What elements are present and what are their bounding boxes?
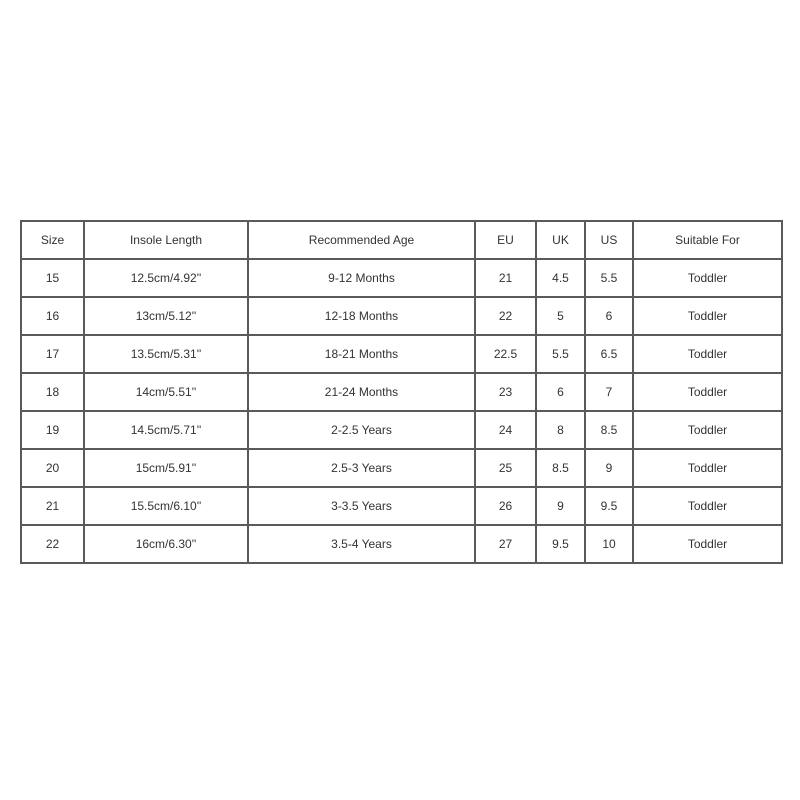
header-us: US — [585, 221, 633, 259]
table-row — [21, 449, 782, 487]
cell-insole-length: 13.5cm/5.31'' — [84, 335, 248, 373]
cell-us: 10 — [585, 525, 633, 563]
cell-insole-length: 15.5cm/6.10'' — [84, 487, 248, 525]
cell-uk: 5 — [536, 297, 585, 335]
cell-uk: 8 — [536, 411, 585, 449]
cell-insole-length: 14cm/5.51'' — [84, 373, 248, 411]
cell-eu: 22.5 — [475, 335, 536, 373]
cell-suitable-for: Toddler — [633, 449, 782, 487]
cell-eu: 22 — [475, 297, 536, 335]
cell-insole-length: 12.5cm/4.92'' — [84, 259, 248, 297]
table-row — [21, 411, 782, 449]
cell-size: 18 — [21, 373, 84, 411]
cell-size: 16 — [21, 297, 84, 335]
cell-eu: 24 — [475, 411, 536, 449]
cell-eu: 21 — [475, 259, 536, 297]
cell-size: 22 — [21, 525, 84, 563]
cell-recommended-age: 18-21 Months — [248, 335, 475, 373]
cell-us: 9 — [585, 449, 633, 487]
cell-size: 21 — [21, 487, 84, 525]
header-size: Size — [21, 221, 84, 259]
cell-size: 15 — [21, 259, 84, 297]
table-row — [21, 259, 782, 297]
cell-eu: 27 — [475, 525, 536, 563]
cell-us: 6.5 — [585, 335, 633, 373]
cell-size: 20 — [21, 449, 84, 487]
cell-uk: 4.5 — [536, 259, 585, 297]
cell-recommended-age: 3-3.5 Years — [248, 487, 475, 525]
cell-suitable-for: Toddler — [633, 335, 782, 373]
cell-uk: 8.5 — [536, 449, 585, 487]
header-recommended-age: Recommended Age — [248, 221, 475, 259]
cell-recommended-age: 3.5-4 Years — [248, 525, 475, 563]
cell-us: 9.5 — [585, 487, 633, 525]
cell-uk: 9.5 — [536, 525, 585, 563]
cell-suitable-for: Toddler — [633, 411, 782, 449]
cell-recommended-age: 12-18 Months — [248, 297, 475, 335]
table-row — [21, 297, 782, 335]
table-row — [21, 487, 782, 525]
cell-eu: 23 — [475, 373, 536, 411]
header-insole-length: Insole Length — [84, 221, 248, 259]
cell-suitable-for: Toddler — [633, 487, 782, 525]
table-row — [21, 525, 782, 563]
header-suitable-for: Suitable For — [633, 221, 782, 259]
cell-recommended-age: 2-2.5 Years — [248, 411, 475, 449]
cell-insole-length: 16cm/6.30'' — [84, 525, 248, 563]
cell-recommended-age: 9-12 Months — [248, 259, 475, 297]
cell-suitable-for: Toddler — [633, 259, 782, 297]
cell-insole-length: 13cm/5.12'' — [84, 297, 248, 335]
cell-insole-length: 15cm/5.91'' — [84, 449, 248, 487]
table-row — [21, 373, 782, 411]
header-row — [21, 221, 782, 259]
cell-us: 5.5 — [585, 259, 633, 297]
cell-eu: 25 — [475, 449, 536, 487]
cell-uk: 6 — [536, 373, 585, 411]
cell-eu: 26 — [475, 487, 536, 525]
cell-us: 7 — [585, 373, 633, 411]
cell-suitable-for: Toddler — [633, 373, 782, 411]
cell-recommended-age: 21-24 Months — [248, 373, 475, 411]
cell-recommended-age: 2.5-3 Years — [248, 449, 475, 487]
size-chart-table — [20, 220, 783, 564]
cell-size: 17 — [21, 335, 84, 373]
cell-suitable-for: Toddler — [633, 525, 782, 563]
header-eu: EU — [475, 221, 536, 259]
cell-insole-length: 14.5cm/5.71'' — [84, 411, 248, 449]
cell-suitable-for: Toddler — [633, 297, 782, 335]
header-uk: UK — [536, 221, 585, 259]
cell-uk: 5.5 — [536, 335, 585, 373]
cell-us: 6 — [585, 297, 633, 335]
cell-uk: 9 — [536, 487, 585, 525]
table-row — [21, 335, 782, 373]
cell-us: 8.5 — [585, 411, 633, 449]
cell-size: 19 — [21, 411, 84, 449]
